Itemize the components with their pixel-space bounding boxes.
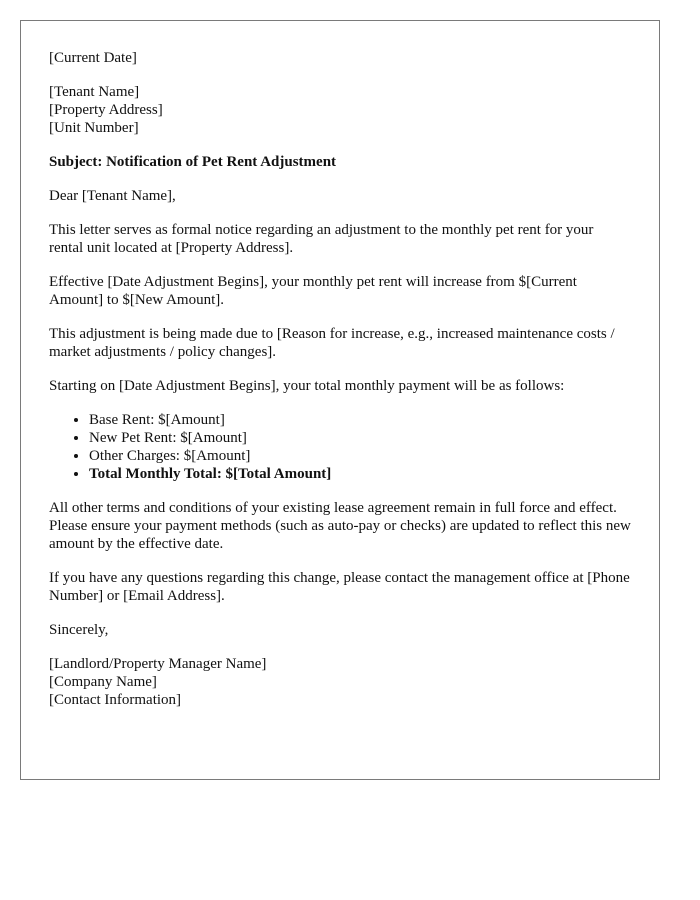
sender-name: [Landlord/Property Manager Name] (49, 656, 267, 672)
list-item-other-charges: • Other Charges: $[Amount] (89, 447, 631, 465)
sender-company: [Company Name] (49, 674, 157, 690)
effective-paragraph: Effective [Date Adjustment Begins], your monthly pet rent will increase from $[Current Amount] to $[New Amount]. (49, 274, 577, 308)
payment-intro-paragraph: Starting on [Date Adjustment Begins], your total monthly payment will be as follows: (49, 378, 565, 394)
intro-paragraph: This letter serves as formal notice regarding an adjustment to the monthly pet rent for your rental unit located at [Property Address]. (49, 222, 594, 256)
letter-date: [Current Date] (49, 50, 137, 66)
recipient-unit: [Unit Number] (49, 120, 139, 136)
questions-paragraph: If you have any questions regarding this change, please contact the management office at [Phone Number] or [Email Address]. (49, 570, 630, 604)
letter-subject: Subject: Notification of Pet Rent Adjustment (49, 154, 337, 170)
closing: Sincerely, (49, 622, 109, 638)
reason-paragraph: This adjustment is being made due to [Reason for increase, e.g., increased maintenance costs / market adjustments / policy changes]. (49, 326, 615, 360)
sender-block (49, 655, 631, 709)
terms-paragraph: All other terms and conditions of your existing lease agreement remain in full force and effect. Please ensure your payment methods (such as auto-pay or checks) are updated to reflect this new amount by the effective date. (49, 500, 631, 552)
list-item-base-rent: • Base Rent: $[Amount] (89, 411, 631, 429)
list-item-pet-rent: • New Pet Rent: $[Amount] (89, 429, 631, 447)
recipient-name: [Tenant Name] (49, 84, 140, 100)
recipient-address: [Property Address] (49, 102, 163, 118)
recipient-block (49, 83, 631, 137)
letter-page (20, 20, 660, 780)
sender-contact: [Contact Information] (49, 692, 182, 708)
charges-list (49, 411, 631, 483)
salutation: Dear [Tenant Name], (49, 188, 176, 204)
list-item-total: • Total Monthly Total: $[Total Amount] (89, 465, 631, 483)
